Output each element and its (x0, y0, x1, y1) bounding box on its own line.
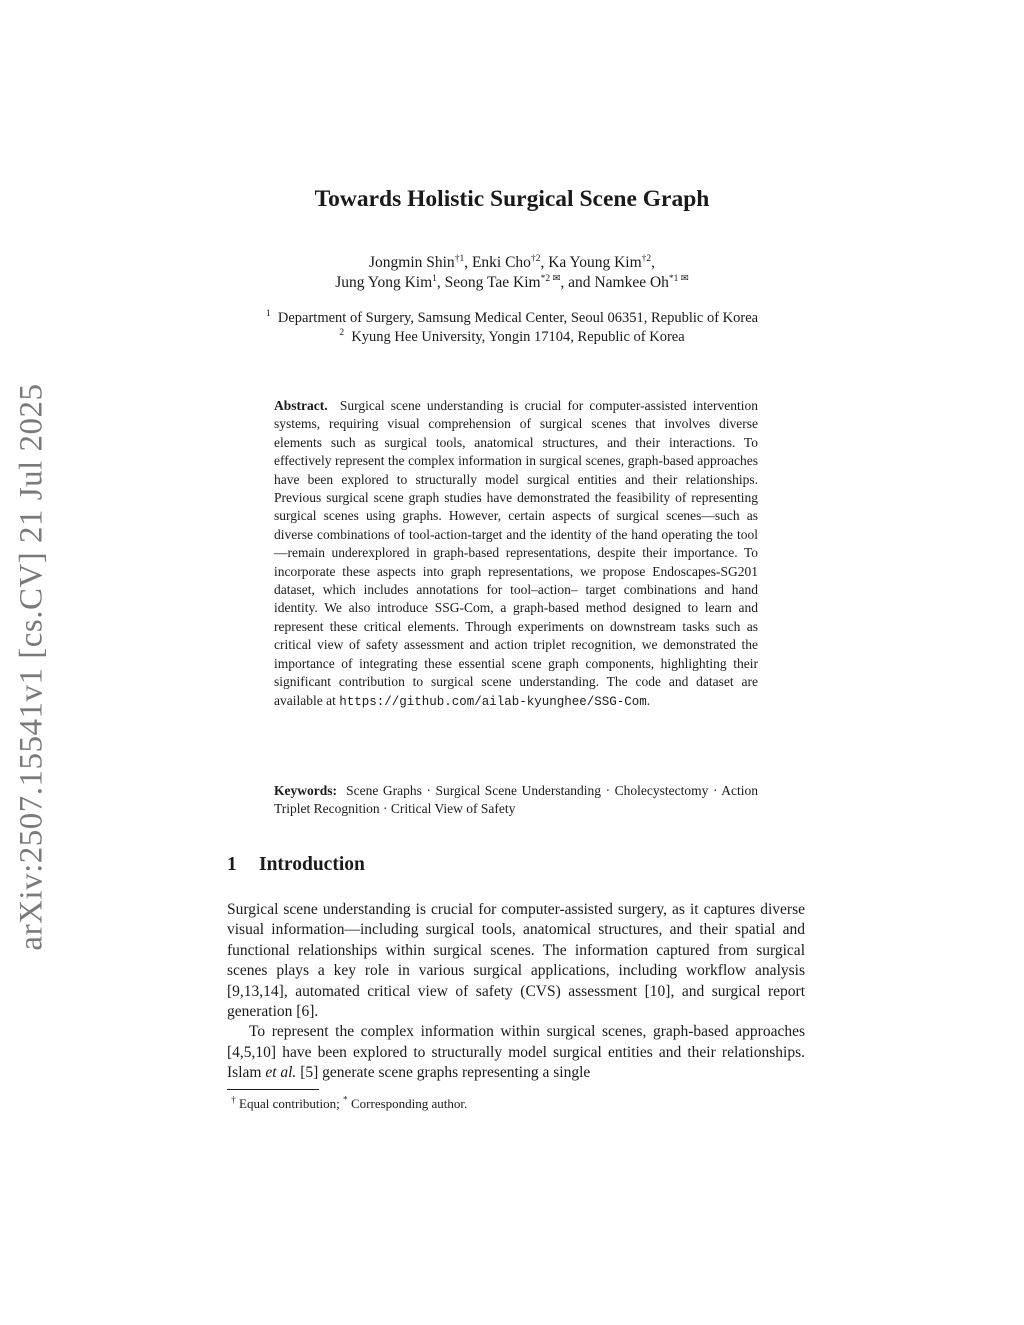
author-separator: , (436, 274, 445, 291)
author-separator: , (464, 254, 472, 271)
author-name: Seong Tae Kim (444, 274, 541, 291)
footnote-text: Corresponding author. (347, 1096, 468, 1111)
affiliation-list (0, 309, 1024, 347)
affiliation-1 (0, 309, 1024, 328)
section-title: Introduction (259, 854, 365, 875)
paragraph (227, 1022, 805, 1083)
keywords-label: Keywords: (274, 783, 337, 798)
author-affiliation-mark: *2 ✉ (540, 273, 561, 284)
paragraph-text: To represent the complex information within surgical scenes, graph-based approaches [4,5,10] have been explored to structurally model surgical entities and their relationships. Islam (227, 1023, 805, 1082)
author-affiliation-mark: †1 (454, 253, 465, 264)
author-line-2 (0, 273, 1024, 293)
section-number: 1 (227, 854, 237, 875)
author-affiliation-mark: †2 (641, 253, 652, 264)
section-heading-introduction (227, 854, 365, 876)
author-separator: , and (560, 274, 595, 291)
paragraph: Surgical scene understanding is crucial for computer-assisted surgery, as it captures diverse visual information—including surgical tools, anatomical structures, and their spatial and functional relationships within surgical scenes. The information captured from surgical scenes plays a key role in various surgical applications, including workflow analysis [9,13,14], automated critical view of safety (CVS) assessment [10], and surgical report generation [6]. (227, 901, 805, 1021)
author-name: Ka Young Kim (548, 254, 642, 271)
code-repository-link[interactable]: https://github.com/ailab-kyunghee/SSG-Com (339, 694, 647, 709)
footnote-text: Equal contribution; (235, 1096, 343, 1111)
author-name: Jongmin Shin (368, 254, 455, 271)
arxiv-identifier-text: arXiv:2507.15541v1 [cs.CV] 21 Jul 2025 (13, 383, 50, 951)
footnote-mark: * (342, 1095, 348, 1106)
author-affiliation-mark: 1 (432, 273, 437, 284)
affiliation-number: 2 (339, 328, 345, 339)
author-line-1 (0, 253, 1024, 273)
abstract (274, 397, 758, 711)
affiliation-text: Department of Surgery, Samsung Medical Center, Seoul 06351, Republic of Korea (277, 310, 759, 326)
author-affiliation-mark: *1 ✉ (668, 273, 689, 284)
author-separator: , (540, 254, 549, 271)
paper-title: Towards Holistic Surgical Scene Graph (314, 186, 710, 212)
author-name: Enki Cho (471, 254, 531, 271)
footnote (231, 1096, 467, 1112)
affiliation-number: 1 (265, 309, 271, 320)
paragraph-italic-text: et al. (265, 1064, 297, 1082)
arxiv-identifier-stamp (0, 377, 64, 957)
footnote-mark: † (231, 1095, 236, 1106)
introduction-body (227, 900, 805, 1084)
footnote-divider (227, 1089, 319, 1090)
author-separator: , (651, 254, 656, 271)
author-name: Jung Yong Kim (335, 274, 433, 291)
abstract-text: Surgical scene understanding is crucial for computer-assisted intervention systems, requiring visual comprehension of surgical scenes that involves diverse elements such as surgical tools, anatomical structures, and their interactions. To effectively represent the complex information in surgical scenes, graph-based approaches have been explored to structurally model surgical entities and their relationships. Previous surgical scene graph studies have demonstrated the feasibility of representing surgical scenes using graphs. However, certain aspects of surgical scenes—such as diverse combinations of tool-action-target and the identity of the hand operating the tool—remain underexplored in graph-based representations, despite their importance. To incorporate these aspects into graph representations, we propose Endoscapes-SG201 dataset, which includes annotations for tool–action– target combinations and hand identity. We also introduce SSG-Com, a graph-based method designed to learn and represent these critical elements. Through experiments on downstream tasks such as critical view of safety assessment and action triplet recognition, we demonstrated the importance of integrating these essential scene graph components, highlighting their significant contribution to surgical scene understanding. The code and dataset are available at (274, 398, 758, 708)
affiliation-2 (0, 328, 1024, 347)
keywords (274, 782, 758, 819)
abstract-end: . (646, 692, 651, 708)
author-affiliation-mark: †2 (530, 253, 541, 264)
affiliation-text: Kyung Hee University, Yongin 17104, Republic of Korea (351, 329, 685, 345)
author-list (0, 253, 1024, 293)
abstract-label: Abstract. (274, 398, 328, 413)
author-name: Namkee Oh (594, 274, 669, 291)
paragraph-text: [5] generate scene graphs representing a single (296, 1064, 591, 1082)
keywords-text: Scene Graphs · Surgical Scene Understanding · Cholecystectomy · Action Triplet Recognition · Critical View of Safety (274, 783, 758, 817)
